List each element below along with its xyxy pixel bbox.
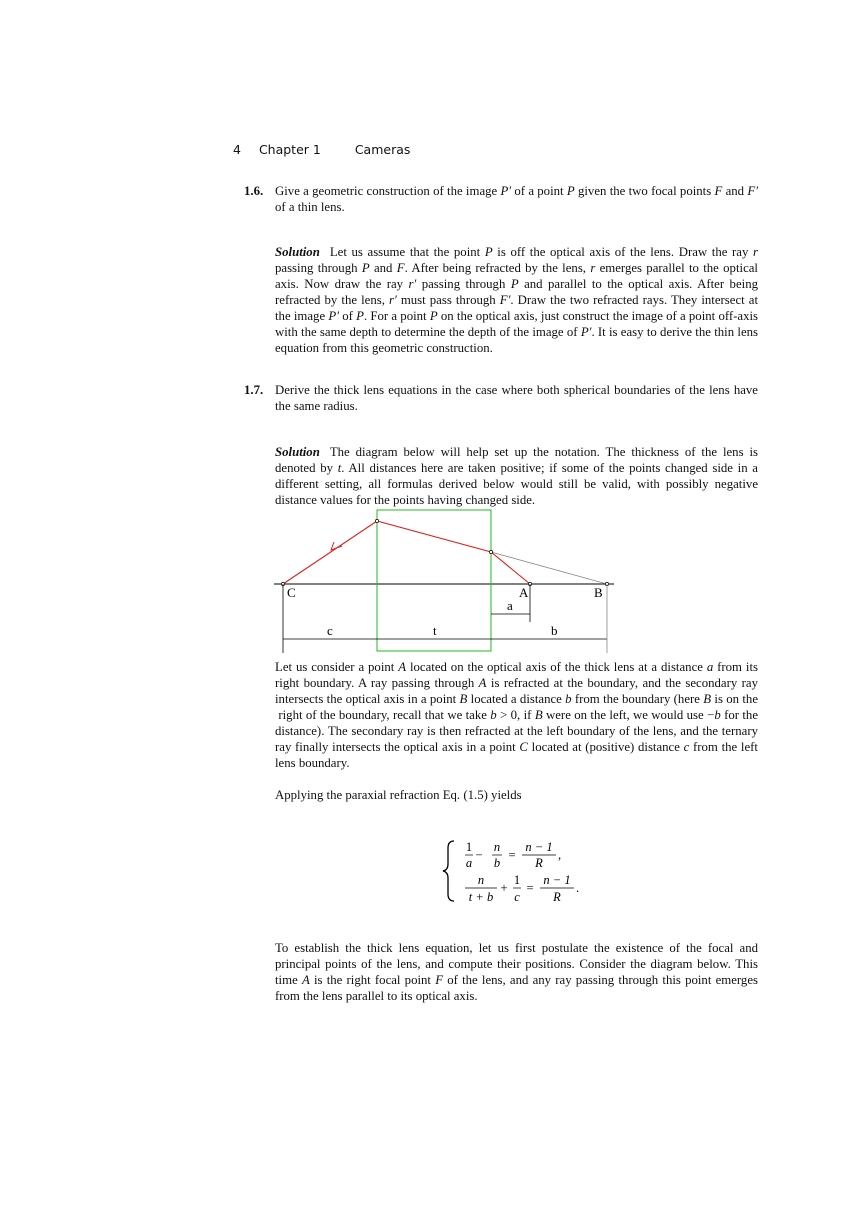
solution-1-6 xyxy=(275,244,758,356)
problem-1-6 xyxy=(244,183,758,215)
chapter-label: Chapter 1 xyxy=(258,142,321,157)
problem-text: Derive the thick lens equations in the case where both spherical boundaries of the lens have the same radius. xyxy=(275,383,758,413)
eq2-op: + xyxy=(500,881,508,895)
problem-number: 1.7. xyxy=(244,383,264,397)
refraction-point-right xyxy=(489,550,492,553)
distance-c-label: c xyxy=(327,623,333,638)
distance-b-label: b xyxy=(551,623,558,638)
eq1-f2-num: n xyxy=(493,840,501,854)
left-brace xyxy=(443,841,454,901)
eq1-f1-num: 1 xyxy=(465,840,473,854)
distance-a-label: a xyxy=(507,598,513,613)
ray-extension xyxy=(491,552,607,584)
distance-t-label: t xyxy=(433,623,437,638)
eq2-eq: = xyxy=(526,881,534,895)
eq1-f1-den: a xyxy=(465,856,473,870)
solution-label: Solution xyxy=(275,445,320,459)
eq2-f3-num: n − 1 xyxy=(543,873,571,887)
problem-text: Give a geometric construction of the image P′ of a point P given the two focal points F and F′ of a thin lens. xyxy=(275,184,758,214)
eq2-end: . xyxy=(576,881,580,895)
thick-lens-diagram xyxy=(270,505,620,655)
solution-label: Solution xyxy=(275,245,320,259)
page-header xyxy=(233,142,424,157)
eq2-f3-den: R xyxy=(553,890,561,904)
page-number: 4 xyxy=(233,142,241,157)
label-c: C xyxy=(287,585,296,600)
paragraph-2: Applying the paraxial refraction Eq. (1.5) yields xyxy=(275,788,522,802)
eq1-f2-den: b xyxy=(493,856,501,870)
problem-number: 1.6. xyxy=(244,184,264,198)
eq2-f1-den: t + b xyxy=(468,890,494,904)
eq1-op: − xyxy=(475,848,483,862)
refraction-point-left xyxy=(375,519,378,522)
paragraph-1: Let us consider a point A located on the optical axis of the thick lens at a distance a from its right boundary. A ray passing through A is refracted at the boundary, and the secondary ray intersects the optical axis in a point B located a distance b from the boundary (here B is on the right of the boundary, recall that we take b > 0, if B were on the left, we would use −b for the distance). The secondary ray is then refracted at the left boundary of the lens, and the ternary ray finally intersects the optical axis in a point C located at (positive) distance c from the left lens boundary. xyxy=(275,660,759,770)
solution-text: Let us assume that the point P is off the optical axis of the lens. Draw the ray r passing through P and F. After being refracted by the lens, r emerges parallel to the optical axis. Now draw the ray r′ passing through P and parallel to the optical axis. After being refracted by the lens, r′ must pass through F′. Draw the two refracted rays. They intersect at the image P′ of P. For a point P on the optical axis, just construct the image of a point off-axis with the same depth to determine the depth of the image of P′. It is easy to derive the thin lens equation from this geometric construction. xyxy=(275,245,759,355)
paragraph-3: To establish the thick lens equation, let us first postulate the existence of the focal and principal points of the lens, and compute their positions. Consider the diagram below. This time A is the right focal point F of the lens, and any ray passing through this point emerges from the lens parallel to its optical axis. xyxy=(275,941,758,1003)
solution-1-7 xyxy=(275,444,758,508)
label-a: A xyxy=(519,585,529,600)
eq2-f2-den: c xyxy=(514,890,520,904)
chapter-title: Cameras xyxy=(354,142,411,157)
eq2-f1-num: n xyxy=(477,873,485,887)
solution-text: The diagram below will help set up the notation. The thickness of the lens is denoted by t. All distances here are taken positive; if some of the points changed side in a different setting, all formulas derived below would still be valid, with possibly negative distance values for the points having changed side. xyxy=(275,445,758,507)
eq1-f3-den: R xyxy=(535,856,543,870)
eq1-end: , xyxy=(558,848,562,862)
eq2-f2-num: 1 xyxy=(513,873,521,887)
eq1-eq: = xyxy=(508,848,516,862)
eq1-f3-num: n − 1 xyxy=(525,840,553,854)
problem-1-7 xyxy=(244,382,758,414)
label-b: B xyxy=(594,585,603,600)
equation-system xyxy=(440,836,590,908)
